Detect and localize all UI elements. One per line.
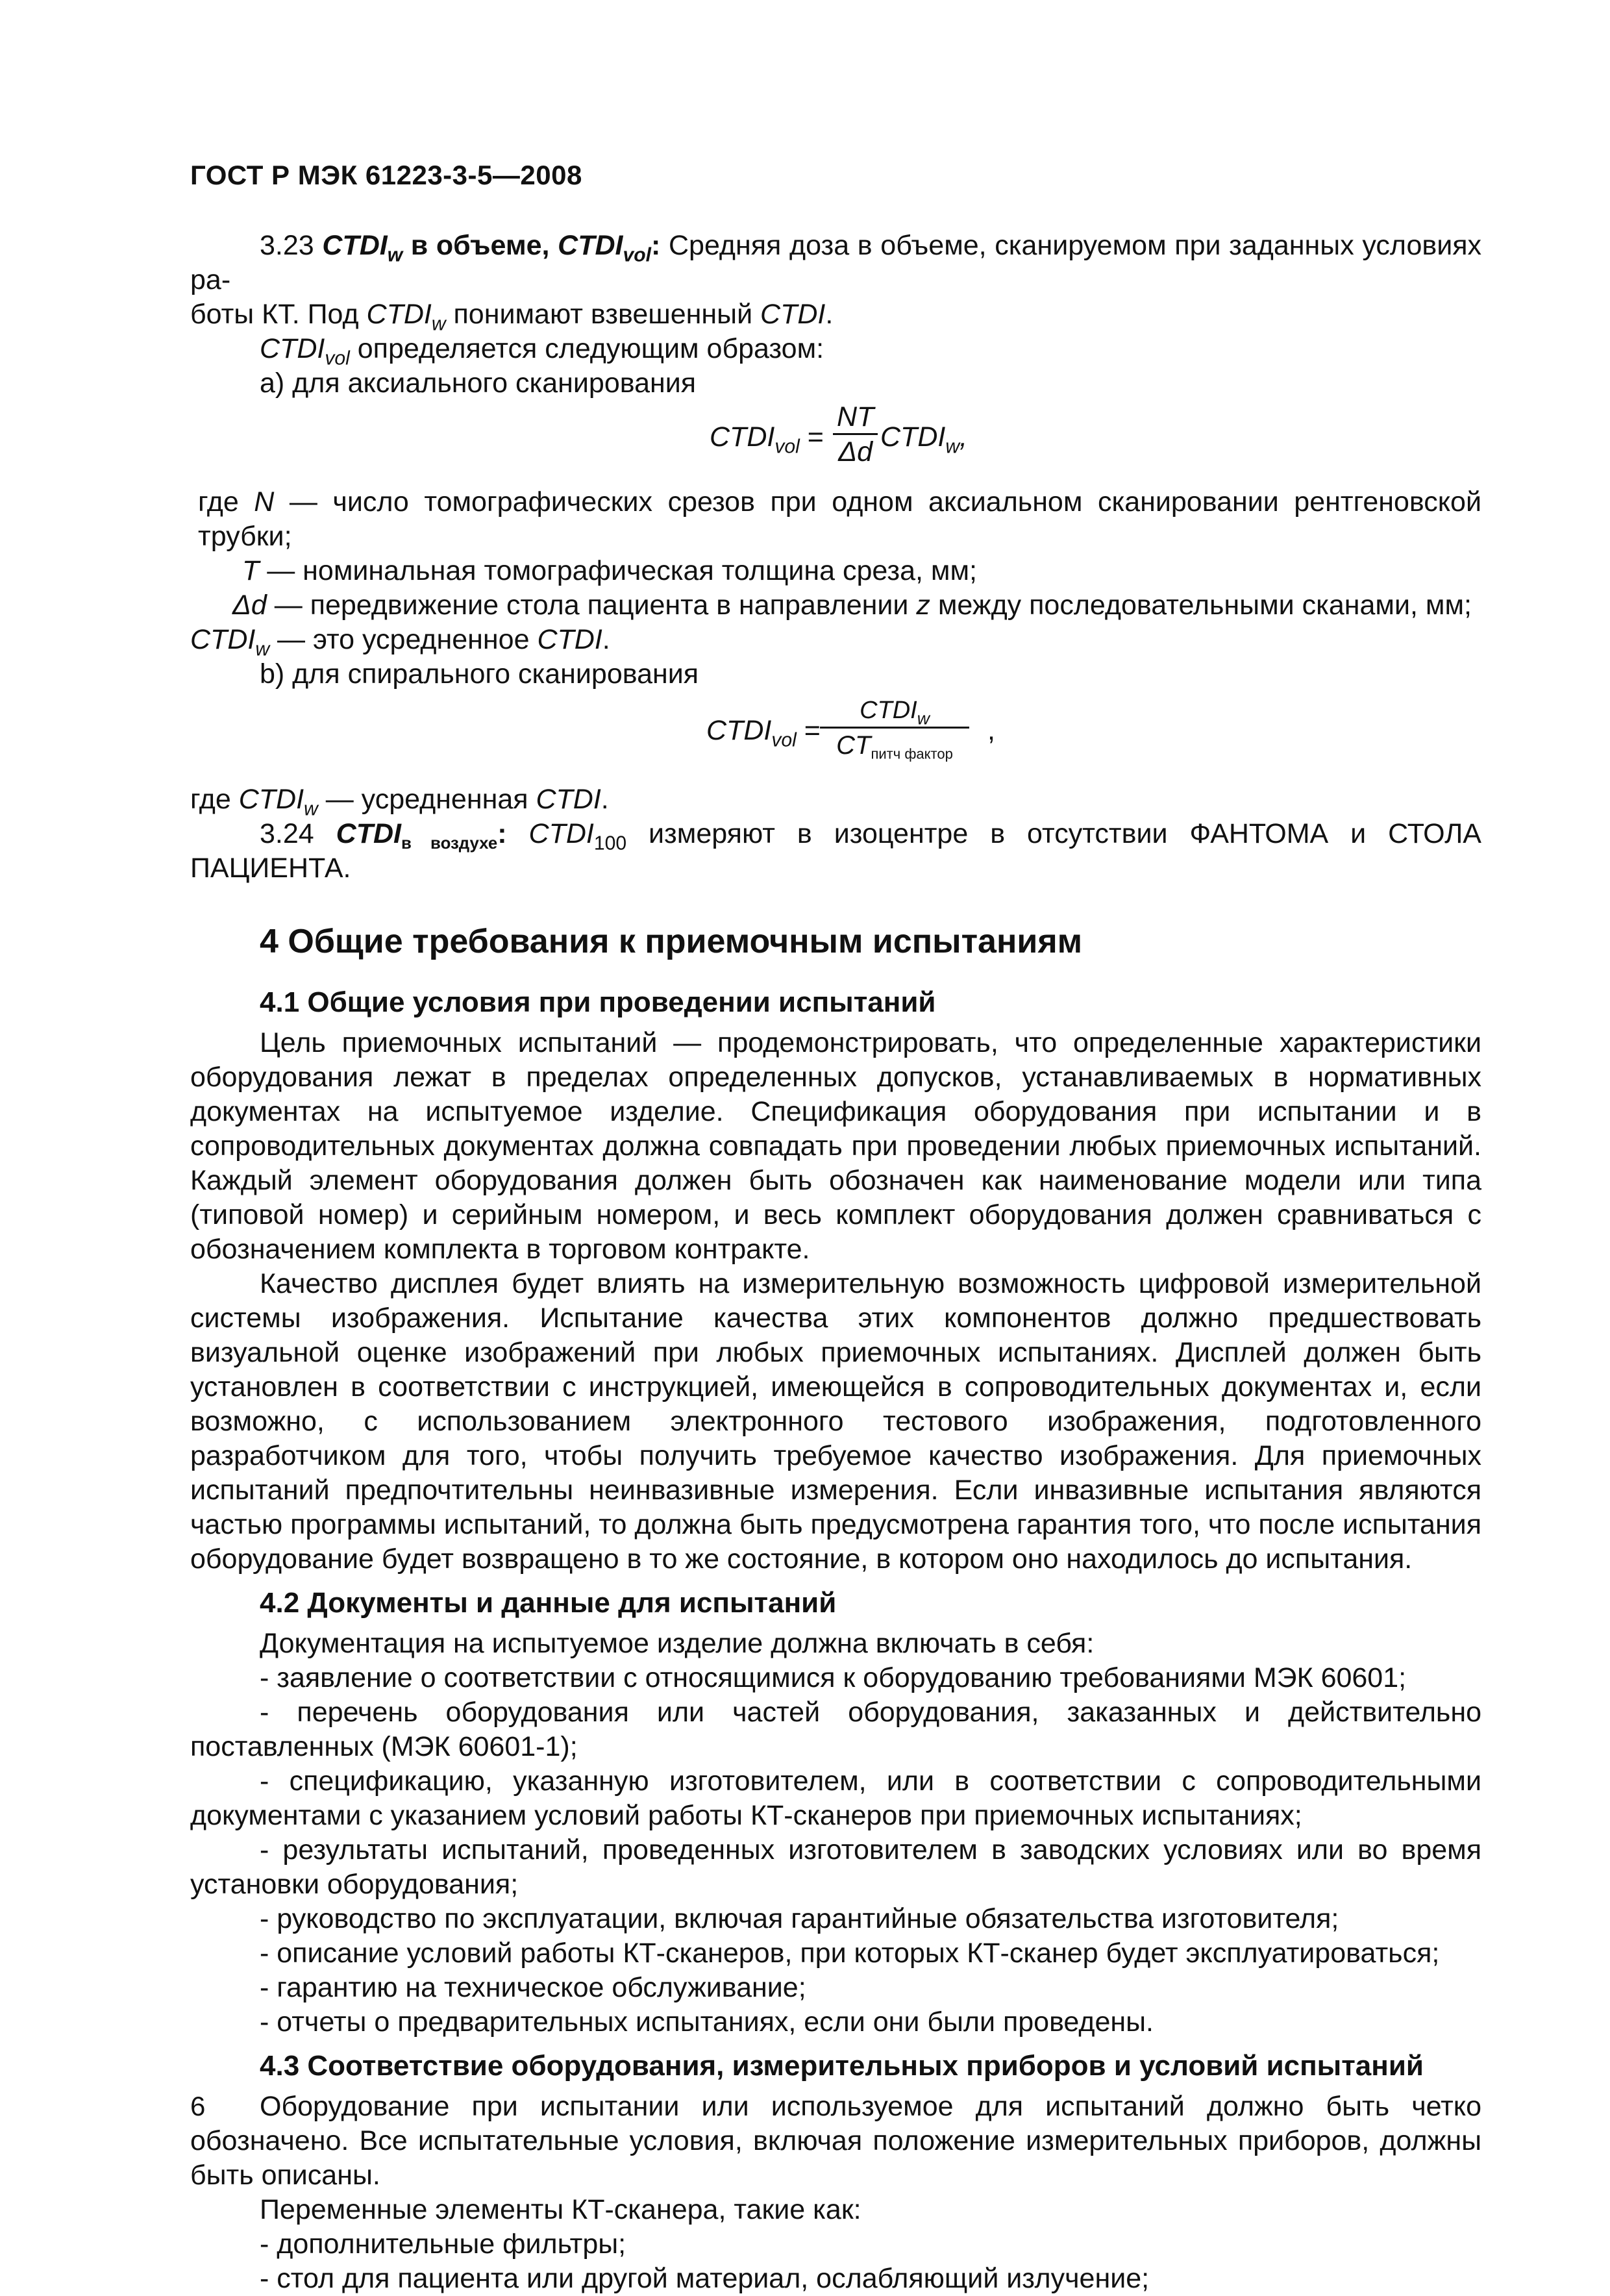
- where-line: [190, 623, 1481, 660]
- text: vol: [771, 729, 797, 751]
- text: CTDI: [260, 333, 325, 364]
- text: CTDI: [537, 624, 602, 655]
- term-ctdi-vol: CTDI: [558, 230, 623, 261]
- text: CT: [836, 731, 871, 760]
- text: w: [304, 798, 318, 820]
- text: 100: [593, 832, 627, 855]
- paragraph: Документация на испытуемое изделие должна включать в себя:: [260, 1628, 1095, 1659]
- fraction-denominator: Δd: [838, 436, 873, 468]
- where-line: [190, 485, 1481, 554]
- text: vol: [774, 436, 800, 458]
- formula-fraction: [833, 401, 878, 469]
- where-line: [190, 782, 1481, 820]
- list-item: - отчеты о предварительных испытаниях, если они были проведены.: [260, 2006, 1154, 2038]
- text: =: [799, 421, 824, 453]
- list-item-b: b) для спирального сканирования: [260, 658, 699, 690]
- text: в воздухе: [401, 834, 498, 853]
- text: .: [825, 299, 834, 330]
- text: z: [916, 590, 930, 621]
- definition-line: [190, 297, 1481, 335]
- text: w: [255, 638, 270, 660]
- list-item: - перечень оборудования или частей оборудования, заказанных и действительно поставленных (МЭК 60601-1);: [190, 1697, 1481, 1762]
- text: Δd: [232, 590, 267, 621]
- text: питч фактор: [871, 745, 953, 762]
- list-item: - дополнительные фильтры;: [260, 2228, 626, 2260]
- term-mid: в объеме,: [402, 230, 558, 261]
- text: CTDI: [366, 299, 432, 330]
- text: измеряют в изоцентре в отсутствии ФАНТОМА и СТОЛА ПАЦИЕНТА.: [190, 818, 1481, 884]
- document-header: ГОСТ Р МЭК 61223-3-5—2008: [190, 160, 582, 190]
- term-subscript: vol: [623, 244, 651, 266]
- text: CTDI: [710, 421, 775, 453]
- list-item-a: а) для аксиального сканирования: [260, 368, 697, 399]
- definition-3-24: [190, 817, 1481, 886]
- subsection-4-2-title: 4.2 Документы и данные для испытаний: [260, 1587, 837, 1619]
- text: — усредненная: [317, 784, 536, 815]
- text: CTDI: [880, 421, 946, 453]
- term-ctdi-w: CTDI: [322, 230, 388, 261]
- text: CTDI: [238, 784, 304, 815]
- list-item: - результаты испытаний, проведенных изготовителем в заводских условиях или во время установки оборудования;: [190, 1834, 1481, 1900]
- fraction-numerator: [820, 694, 969, 729]
- page-number: 6: [190, 2091, 206, 2121]
- text: понимают взвешенный: [445, 299, 761, 330]
- text: — номинальная томографическая толщина среза, мм;: [259, 555, 977, 586]
- text: ,: [960, 421, 968, 453]
- text: боты КТ. Под: [190, 299, 367, 330]
- where-line: [190, 554, 1481, 588]
- formula-lhs: [706, 714, 821, 751]
- subsection-4-1-title: 4.1 Общие условия при проведении испытаний: [260, 986, 936, 1018]
- text: :: [497, 818, 507, 849]
- formula-comma: ,: [987, 715, 995, 746]
- text: w: [917, 708, 930, 729]
- page-content: [190, 229, 1481, 2296]
- list-item: - спецификацию, указанную изготовителем, или в соответствии с сопроводительными документами с указанием условий работы КТ-сканеров при приемочных испытаниях;: [190, 1766, 1481, 1831]
- formula-rhs: [880, 420, 968, 458]
- text: CTDI: [860, 697, 917, 724]
- definition-3-23: [190, 229, 1481, 297]
- text: — это усредненное: [269, 624, 538, 655]
- text: vol: [325, 347, 350, 369]
- formula-lhs: [710, 420, 824, 458]
- fraction-numerator: NT: [833, 401, 878, 435]
- paragraph: Цель приемочных испытаний — продемонстрировать, что определенные характеристики оборудования лежат в пределах определенных допусков, устанавливаемых в нормативных документах на испытуемое изделие. Спецификация оборудования при испытании и в сопроводительных документах должна совпадать при проведении любых приемочных испытаний. Каждый элемент оборудования должен быть обозначен как наименование модели или типа (типовой номер) и серийным номером, и весь комплект оборудования должен сравниваться с обозначением комплекта в торговом контракте.: [190, 1027, 1481, 1265]
- text: .: [601, 784, 609, 815]
- list-item: - заявление о соответствии с относящимися к оборудованию требованиями МЭК 60601;: [260, 1662, 1407, 1693]
- section-4-title: 4 Общие требования к приемочным испытаниям: [260, 923, 1083, 960]
- text: между последовательными сканами, мм;: [930, 590, 1472, 621]
- term-subscript: w: [387, 244, 403, 266]
- text: .: [602, 624, 610, 655]
- text: 3.24: [260, 818, 314, 849]
- text: определяется следующим образом:: [349, 333, 824, 364]
- text: CTDI: [528, 818, 594, 849]
- list-item: - руководство по эксплуатации, включая гарантийные обязательства изготовителя;: [260, 1903, 1339, 1934]
- text: CTDI: [336, 818, 401, 849]
- text: w: [431, 313, 446, 335]
- list-item: - гарантию на техническое обслуживание;: [260, 1972, 806, 2003]
- text: =: [796, 715, 821, 746]
- text: CTDI: [190, 624, 256, 655]
- paragraph: Оборудование при испытании или используемое для испытаний должно быть четко обозначено. Все испытательные условия, включая положение измерительных приборов, должны быть описаны.: [190, 2091, 1481, 2191]
- text: где: [198, 486, 254, 518]
- where-line: [190, 588, 1481, 623]
- list-item: - стол для пациента или другой материал, ослабляющий излучение;: [260, 2263, 1150, 2294]
- formula-fraction: [820, 694, 969, 762]
- paragraph: Переменные элементы КТ-сканера, такие как:: [260, 2194, 861, 2225]
- text: CTDI: [536, 784, 601, 815]
- text: N: [254, 486, 275, 518]
- text: — передвижение стола пациента в направлении: [266, 590, 917, 621]
- text: CTDI: [760, 299, 826, 330]
- list-item: - описание условий работы КТ-сканеров, при которых КТ-сканер будет эксплуатироваться;: [260, 1938, 1440, 1969]
- clause-number: 3.23: [260, 230, 314, 261]
- text: где: [190, 784, 239, 815]
- subsection-4-3-title: 4.3 Соответствие оборудования, измерительных приборов и условий испытаний: [260, 2050, 1424, 2082]
- text: T: [242, 555, 260, 586]
- fraction-denominator: [820, 729, 969, 762]
- paragraph: Качество дисплея будет влиять на измерительную возможность цифровой измерительной системы изображения. Испытание качества этих компонентов должно предшествовать визуальной оценке изображений при любых приемочных испытаниях. Дисплей должен быть установлен в соответствии с инструкцией, имеющейся в сопроводительных документах и, если возможно, с использованием электронного тестового изображения, подготовленного разработчиком для того, чтобы получить требуемое качество изображения. Для приемочных испытаний предпочтительны неинвазивные измерения. Если инвазивные испытания являются частью программы испытаний, то должна быть предусмотрена гарантия того, что после испытания оборудование будет возвращено в то же состояние, в котором оно находилось до испытания.: [190, 1268, 1481, 1575]
- definition-text: Средняя доза в объеме, сканируемом при заданных условиях ра-: [190, 230, 1482, 295]
- definition-line: [190, 332, 1481, 369]
- formula-spiral: [190, 692, 1481, 782]
- text: — число томографических срезов при одном аксиальном сканировании рентгеновской трубки;: [198, 486, 1481, 552]
- term-colon: :: [650, 230, 661, 261]
- text: w: [945, 436, 960, 458]
- text: CTDI: [706, 715, 772, 746]
- formula-axial: [190, 401, 1481, 485]
